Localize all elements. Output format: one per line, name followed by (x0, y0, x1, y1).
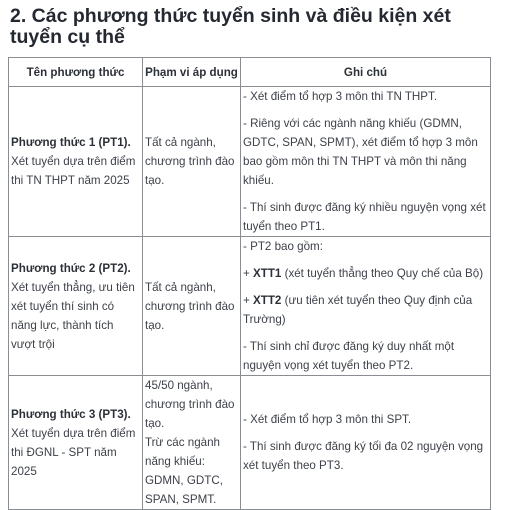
note-text: Xét điểm tổ hợp 3 môn thi SPT. (250, 413, 412, 426)
header-scope: Phạm vi áp dụng (143, 58, 241, 87)
note-bullet: - (243, 201, 250, 214)
method-title: Phương thức 3 (PT3). (11, 407, 131, 421)
note-bullet: - (243, 117, 251, 130)
note-item (243, 291, 488, 329)
scope-text: Tất cả ngành, chương trình đào tạo. (145, 136, 235, 187)
method-cell (9, 87, 143, 237)
scope-cell (143, 237, 241, 376)
note-item (243, 237, 488, 256)
admission-methods-table (8, 57, 491, 510)
header-method-name: Tên phương thức (9, 58, 143, 87)
note-bullet: - (243, 340, 250, 353)
note-text: Thí sinh được đăng ký tối đa 02 nguyện vọng xét tuyển theo PT3. (243, 440, 484, 472)
note-text: (ưu tiên xét tuyển theo Quy định của Trường) (243, 294, 473, 326)
method-description: Xét tuyển dựa trên điểm thi TN THPT năm 2025 (11, 155, 136, 187)
table-row (9, 237, 491, 376)
note-bullet: - (243, 240, 251, 253)
header-notes: Ghi chú (241, 58, 491, 87)
note-item (243, 87, 488, 106)
note-keyword: XTT1 (253, 267, 282, 280)
note-item (243, 410, 488, 429)
table-header-row (9, 58, 491, 87)
note-bullet: + (243, 267, 253, 280)
note-text: Thí sinh chỉ được đăng ký duy nhất một nguyện vọng xét tuyển theo PT2. (243, 340, 455, 372)
notes-cell (241, 87, 491, 237)
notes-cell (241, 376, 491, 510)
section-heading: 2. Các phương thức tuyển sinh và điều kiện xét tuyển cụ thể (10, 5, 451, 48)
scope-text: 45/50 ngành, chương trình đào tạo. (145, 379, 235, 430)
note-bullet: + (243, 294, 253, 307)
note-item (243, 437, 488, 475)
note-keyword: XTT2 (253, 294, 282, 307)
note-bullet: - (243, 90, 251, 103)
method-title: Phương thức 2 (PT2). (11, 261, 131, 275)
scope-text: Tất cả ngành, chương trình đào tạo. (145, 280, 235, 332)
note-bullet: - (243, 440, 250, 453)
note-text: Thí sinh được đăng ký nhiều nguyện vọng xét tuyển theo PT1. (243, 201, 486, 233)
scope-cell (143, 376, 241, 510)
method-title: Phương thức 1 (PT1). (11, 136, 131, 149)
method-description: Xét tuyển dựa trên điểm thi ĐGNL - SPT năm 2025 (11, 426, 136, 478)
scope-cell (143, 87, 241, 237)
note-bullet: - (243, 413, 251, 426)
method-cell (9, 237, 143, 376)
table-row (9, 87, 491, 237)
note-item (243, 264, 488, 283)
note-item (243, 114, 488, 190)
notes-cell (241, 237, 491, 376)
method-description: Xét tuyển thẳng, ưu tiên xét tuyển thí sinh có năng lực, thành tích vượt trội (11, 280, 135, 351)
note-item (243, 198, 488, 236)
note-text: (xét tuyển thẳng theo Quy chế của Bộ) (281, 267, 484, 280)
note-text: PT2 bao gồm: (250, 240, 323, 253)
scope-text: Trừ các ngành năng khiếu: GDMN, GDTC, SPAN, SPMT. (145, 436, 223, 506)
note-item (243, 337, 488, 375)
table-row (9, 376, 491, 510)
method-cell (9, 376, 143, 510)
note-text: Xét điểm tổ hợp 3 môn thi TN THPT. (250, 90, 438, 103)
note-text: Riêng với các ngành năng khiếu (GDMN, GDTC, SPAN, SPMT), xét điểm tổ hợp 3 môn bao gồm môn thi TN THPT và môn thi năng khiếu. (243, 117, 478, 187)
